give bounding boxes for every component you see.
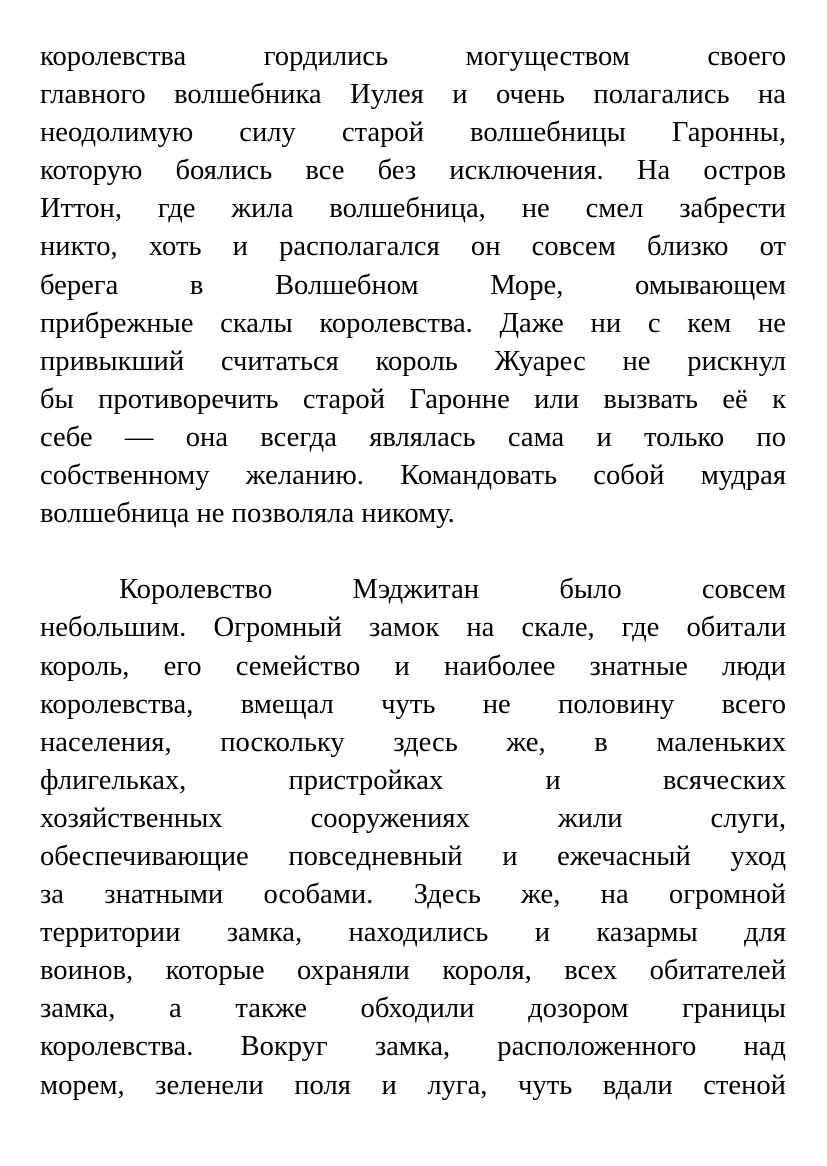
text-line: королевства гордились могуществом своего (40, 41, 786, 72)
paragraph-1 (40, 38, 786, 533)
text-line: привыкший считаться король Жуарес не рискнул (40, 345, 786, 377)
text-line: за знатными особами. Здесь же, на огромной (40, 879, 786, 911)
text-line: неодолимую силу старой волшебницы Гаронны, (40, 117, 786, 149)
text-line: морем, зеленели поля и луга, чуть вдали стеной (40, 1069, 786, 1101)
text-line: Иттон, где жила волшебница, не смел забрести (40, 193, 786, 225)
paragraph-2 (40, 571, 786, 1104)
text-line: воинов, которые охраняли короля, всех обитателей (40, 955, 786, 987)
text-line: территории замка, находились и казармы для (40, 917, 786, 949)
text-line: королевства. Вокруг замка, расположенного над (40, 1031, 786, 1063)
document-page (40, 38, 786, 1105)
text-line: собственному желанию. Командовать собой мудрая (40, 460, 786, 492)
text-line: главного волшебника Иулея и очень полагались на (40, 79, 786, 111)
text-line: населения, поскольку здесь же, в маленьких (40, 726, 786, 758)
text-line: обеспечивающие повседневный и ежечасный уход (40, 840, 786, 872)
text-line: никто, хоть и располагался он совсем близко от (40, 231, 786, 263)
text-line: флигельках, пристройках и всяческих (40, 764, 786, 796)
text-line: замка, а также обходили дозором границы (40, 993, 786, 1025)
text-line: король, его семейство и наиболее знатные люди (40, 650, 786, 682)
text-line: небольшим. Огромный замок на скале, где обитали (40, 612, 786, 644)
text-line: которую боялись все без исключения. На остров (40, 155, 786, 187)
text-line: себе — она всегда являлась сама и только по (40, 421, 786, 453)
text-line: бы противоречить старой Гаронне или вызвать её к (40, 383, 786, 415)
text-line: хозяйственных сооружениях жили слуги, (40, 802, 786, 834)
text-line: прибрежные скалы королевства. Даже ни с кем не (40, 307, 786, 339)
text-line: королевства, вмещал чуть не половину всего (40, 688, 786, 720)
paragraph-gap (40, 533, 786, 571)
text-line: берега в Волшебном Море, омывающем (40, 269, 786, 301)
text-line: волшебница не позволяла никому. (40, 498, 455, 530)
text-line: Королевство Мэджитан было совсем (119, 574, 786, 606)
